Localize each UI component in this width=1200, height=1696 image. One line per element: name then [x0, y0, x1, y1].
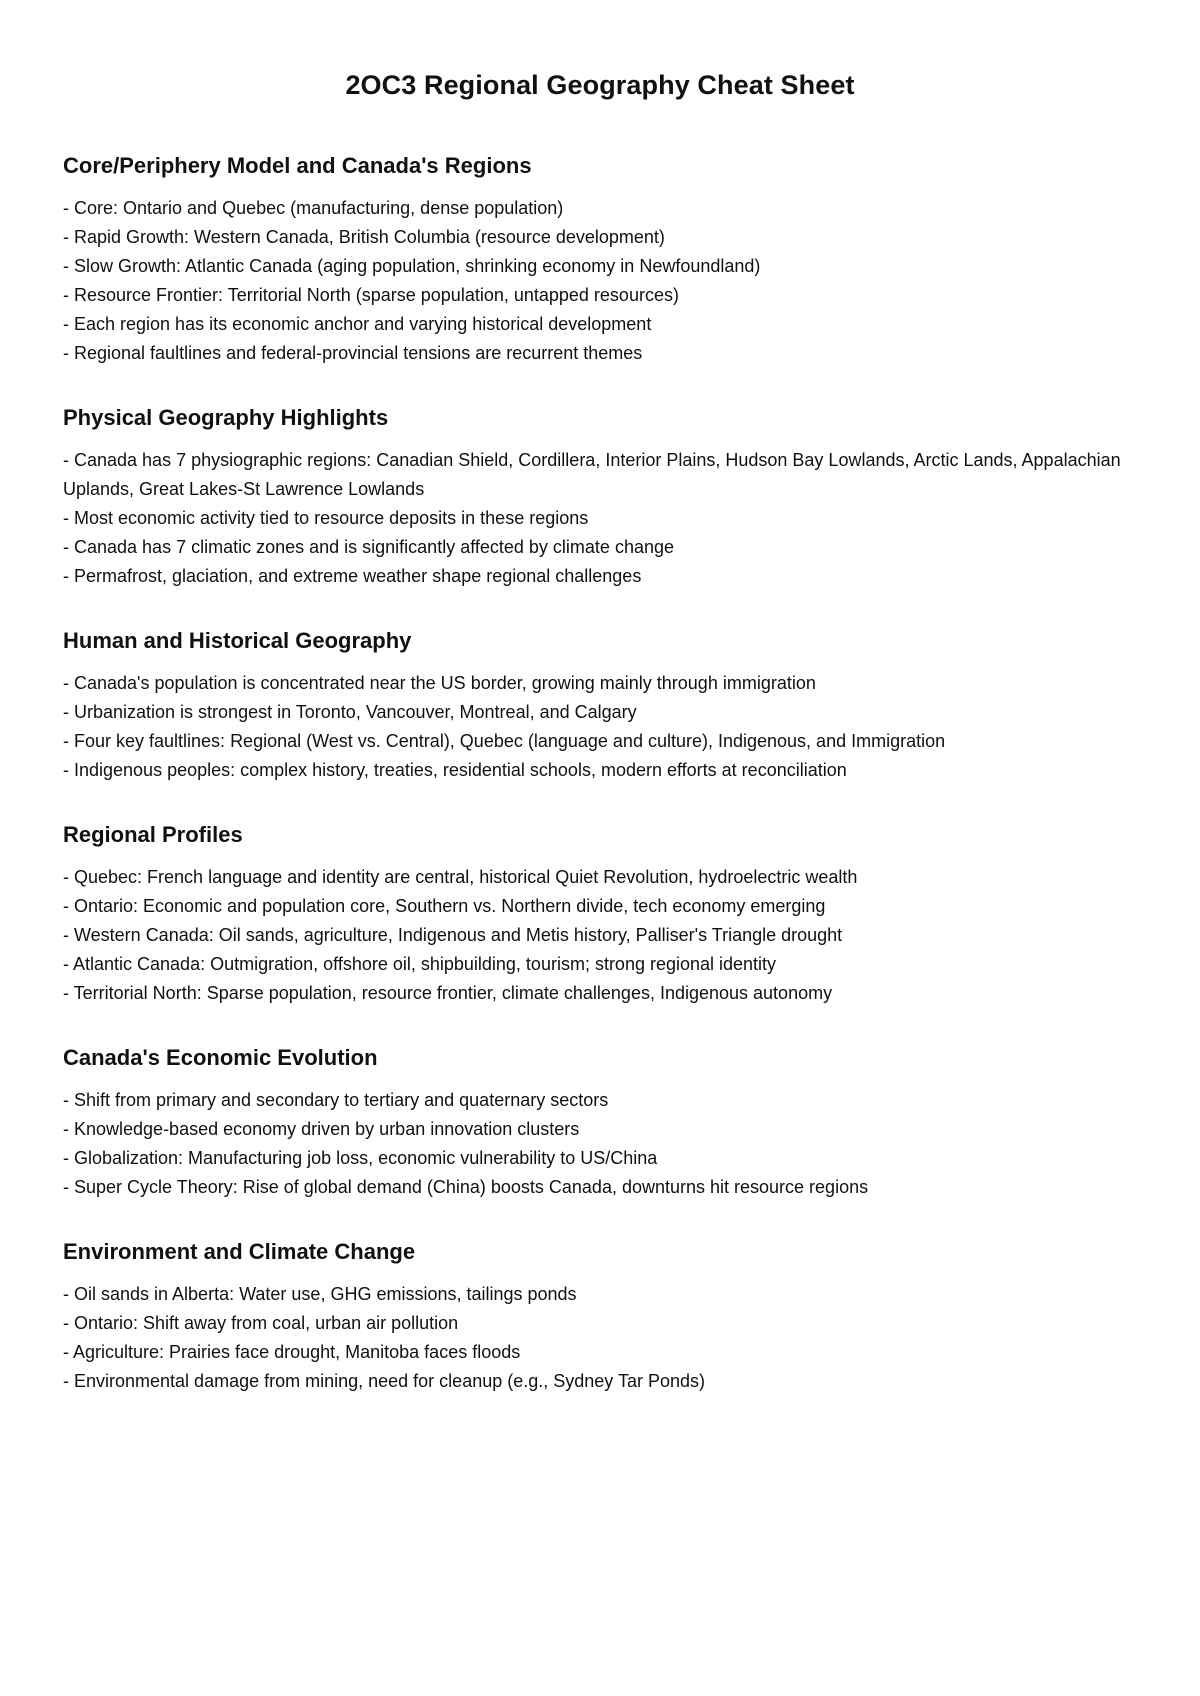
document-title: 2OC3 Regional Geography Cheat Sheet	[345, 70, 855, 100]
bullet-list	[63, 669, 1143, 785]
bullet-item: - Quebec: French language and identity are central, historical Quiet Revolution, hydroelectric wealth	[63, 867, 858, 887]
bullet-item: - Super Cycle Theory: Rise of global demand (China) boosts Canada, downturns hit resource regions	[63, 1177, 869, 1197]
bullet-list	[63, 1086, 1143, 1202]
section-heading: Canada's Economic Evolution	[63, 1045, 378, 1070]
bullet-item: - Four key faultlines: Regional (West vs. Central), Quebec (language and culture), Indigenous, and Immigration	[63, 731, 946, 751]
bullet-item: - Globalization: Manufacturing job loss, economic vulnerability to US/China	[63, 1148, 658, 1168]
section-core-periphery	[63, 150, 1143, 368]
section-environment-climate	[63, 1236, 1143, 1396]
bullet-item: - Western Canada: Oil sands, agriculture, Indigenous and Metis history, Palliser's Triangle drought	[63, 925, 843, 945]
bullet-item: - Slow Growth: Atlantic Canada (aging population, shrinking economy in Newfoundland)	[63, 256, 761, 276]
bullet-item: - Regional faultlines and federal-provincial tensions are recurrent themes	[63, 343, 643, 363]
bullet-item: - Canada has 7 climatic zones and is significantly affected by climate change	[63, 537, 674, 557]
section-physical-geography	[63, 402, 1143, 591]
bullet-item: - Atlantic Canada: Outmigration, offshore oil, shipbuilding, tourism; strong regional identity	[63, 954, 777, 974]
section-heading: Regional Profiles	[63, 822, 243, 847]
section-economic-evolution	[63, 1042, 1143, 1202]
bullet-item: - Shift from primary and secondary to tertiary and quaternary sectors	[63, 1090, 609, 1110]
bullet-item: - Oil sands in Alberta: Water use, GHG emissions, tailings ponds	[63, 1284, 577, 1304]
bullet-list	[63, 863, 1143, 1008]
section-heading: Physical Geography Highlights	[63, 405, 389, 430]
bullet-item: - Agriculture: Prairies face drought, Manitoba faces floods	[63, 1342, 521, 1362]
bullet-item: - Canada's population is concentrated near the US border, growing mainly through immigration	[63, 673, 816, 693]
bullet-item: - Ontario: Economic and population core, Southern vs. Northern divide, tech economy emerging	[63, 896, 826, 916]
bullet-item: - Canada has 7 physiographic regions: Canadian Shield, Cordillera, Interior Plains, Hudson Bay Lowlands, Arctic Lands, Appalachian Uplands, Great Lakes-St Lawrence Lowlands	[63, 450, 1121, 499]
bullet-item: - Rapid Growth: Western Canada, British Columbia (resource development)	[63, 227, 665, 247]
bullet-item: - Core: Ontario and Quebec (manufacturing, dense population)	[63, 198, 564, 218]
bullet-item: - Urbanization is strongest in Toronto, Vancouver, Montreal, and Calgary	[63, 702, 637, 722]
bullet-item: - Permafrost, glaciation, and extreme weather shape regional challenges	[63, 566, 642, 586]
bullet-item: - Environmental damage from mining, need for cleanup (e.g., Sydney Tar Ponds)	[63, 1371, 706, 1391]
document-body	[63, 150, 1143, 1396]
bullet-list	[63, 446, 1143, 591]
section-regional-profiles	[63, 819, 1143, 1008]
section-heading: Core/Periphery Model and Canada's Regions	[63, 153, 532, 178]
bullet-list	[63, 194, 1143, 368]
section-heading: Environment and Climate Change	[63, 1239, 416, 1264]
bullet-item: - Knowledge-based economy driven by urban innovation clusters	[63, 1119, 580, 1139]
bullet-item: - Most economic activity tied to resource deposits in these regions	[63, 508, 589, 528]
section-heading: Human and Historical Geography	[63, 628, 412, 653]
bullet-item: - Territorial North: Sparse population, resource frontier, climate challenges, Indigenous autonomy	[63, 983, 833, 1003]
bullet-item: - Each region has its economic anchor and varying historical development	[63, 314, 652, 334]
bullet-item: - Resource Frontier: Territorial North (sparse population, untapped resources)	[63, 285, 679, 305]
bullet-list	[63, 1280, 1143, 1396]
bullet-item: - Ontario: Shift away from coal, urban air pollution	[63, 1313, 459, 1333]
section-human-historical	[63, 625, 1143, 785]
bullet-item: - Indigenous peoples: complex history, treaties, residential schools, modern efforts at reconciliation	[63, 760, 847, 780]
